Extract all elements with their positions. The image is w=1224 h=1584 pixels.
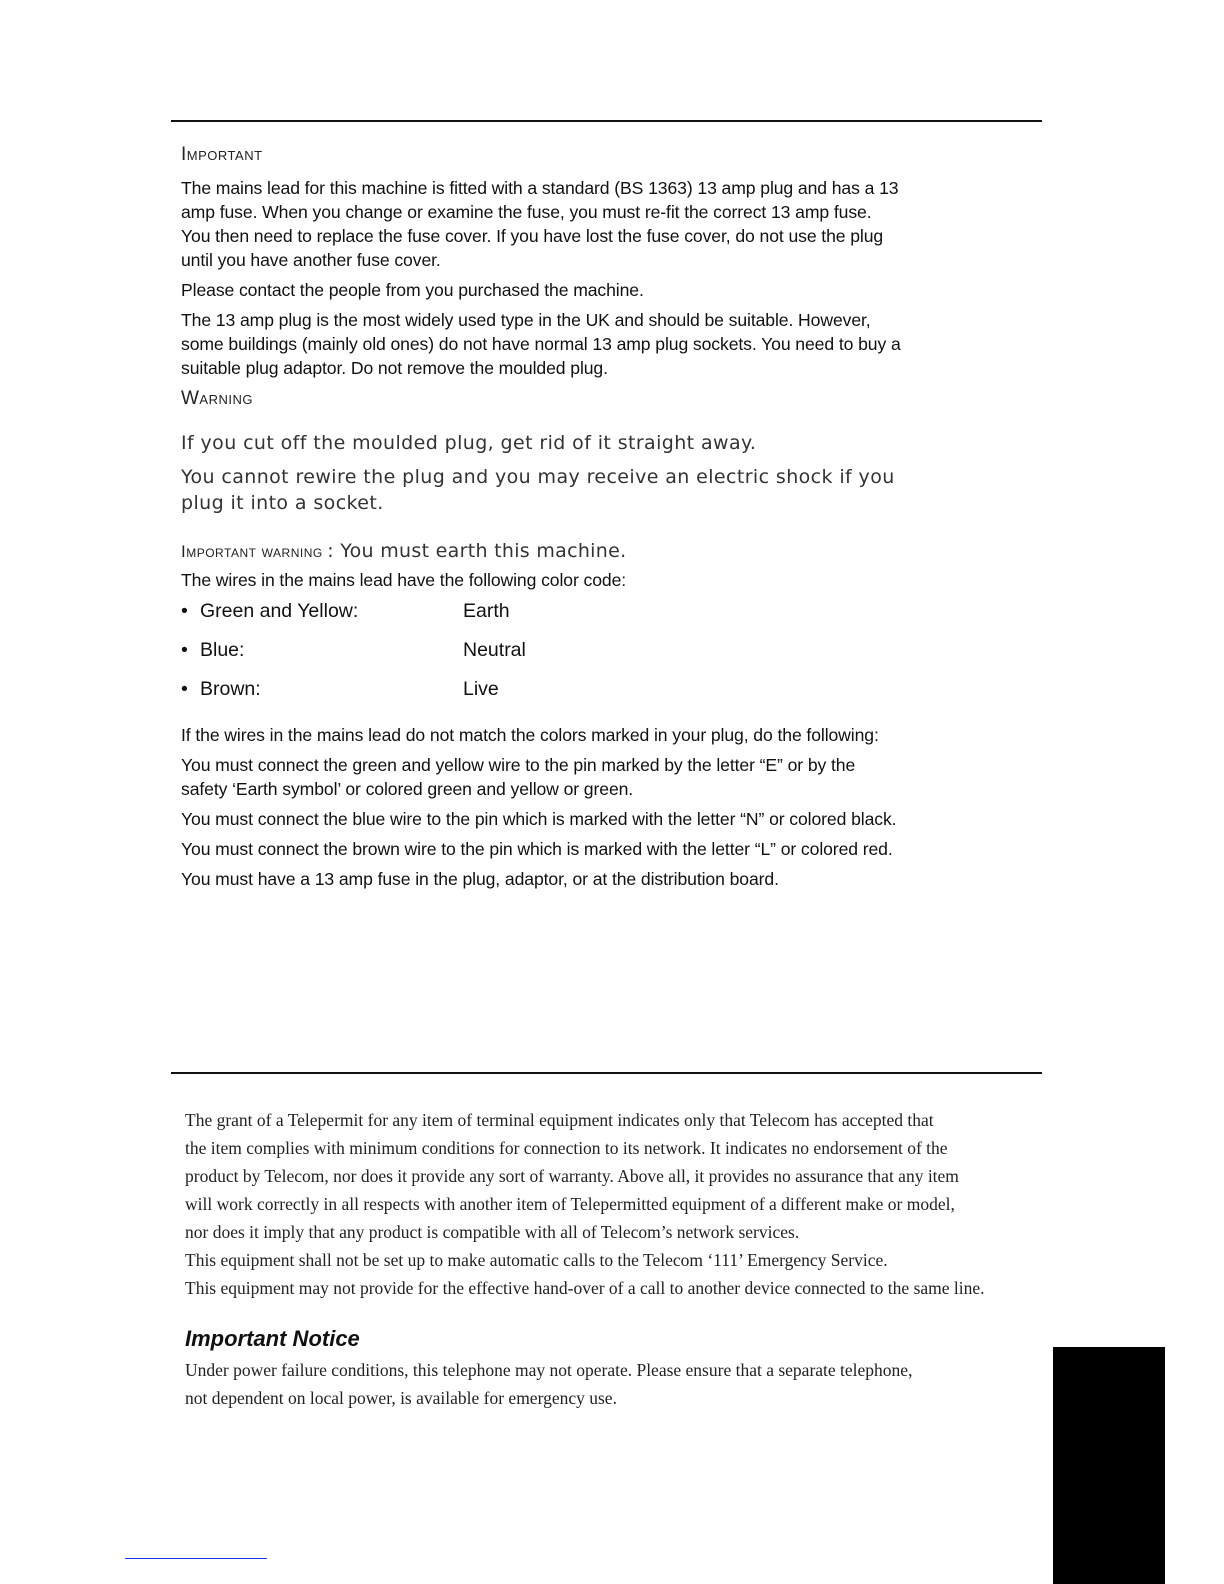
wire-item <box>181 678 901 717</box>
notice-title: Important Notice <box>185 1326 360 1351</box>
earth-section <box>181 540 901 897</box>
side-tab-block <box>1053 1347 1165 1584</box>
telepermit-line-1: The grant of a Telepermit for any item of terminal equipment indicates only that Telecom has accepted that <box>185 1110 934 1130</box>
earth-heading-caps: Important warning <box>181 542 323 561</box>
telepermit-section <box>185 1106 1005 1302</box>
warning-line-2: You cannot rewire the plug and you may receive an electric shock if you plug it into a socket. <box>181 466 895 514</box>
wire-intro: The wires in the mains lead have the following color code: <box>181 570 627 590</box>
telepermit-line-6: This equipment shall not be set up to make automatic calls to the Telecom ‘111’ Emergency Service. <box>185 1250 888 1270</box>
wire-value: Live <box>463 678 499 700</box>
earth-heading-text: : You must earth this machine. <box>327 540 627 562</box>
wire-value: Neutral <box>463 639 526 661</box>
earth-paragraph-1: If the wires in the mains lead do not match the colors marked in your plug, do the following: <box>181 725 879 745</box>
footer-link-underline <box>125 1558 267 1559</box>
bullet-icon: • <box>181 600 188 622</box>
important-paragraph-2: Please contact the people from you purchased the machine. <box>181 280 644 300</box>
wire-value: Earth <box>463 600 510 622</box>
warning-heading: Warning <box>181 388 253 409</box>
wire-label: Brown: <box>200 678 261 700</box>
wire-item <box>181 600 901 639</box>
notice-line-2: not dependent on local power, is available for emergency use. <box>185 1388 617 1408</box>
telepermit-line-2: the item complies with minimum conditions for connection to its network. It indicates no endorsement of the <box>185 1138 948 1158</box>
earth-heading <box>181 540 901 562</box>
warning-section <box>181 388 901 524</box>
bullet-icon: • <box>181 639 188 661</box>
important-paragraph-1: The mains lead for this machine is fitted with a standard (BS 1363) 13 amp plug and has a 13 amp fuse. When you change or examine the fuse, you must re-fit the correct 13 amp fuse. You then need to replace the fuse cover. If you have lost the fuse cover, do not use the plug until you have another fuse cover. <box>181 178 899 270</box>
telepermit-line-7: This equipment may not provide for the effective hand-over of a call to another device connected to the same line. <box>185 1278 985 1298</box>
wire-label: Green and Yellow: <box>200 600 359 622</box>
telepermit-line-4: will work correctly in all respects with another item of Telepermitted equipment of a different make or model, <box>185 1194 955 1214</box>
telepermit-line-3: product by Telecom, nor does it provide any sort of warranty. Above all, it provides no assurance that any item <box>185 1166 959 1186</box>
telepermit-line-5: nor does it imply that any product is compatible with all of Telecom’s network services. <box>185 1222 800 1242</box>
middle-divider <box>171 1072 1042 1074</box>
earth-paragraph-5: You must have a 13 amp fuse in the plug, adaptor, or at the distribution board. <box>181 869 779 889</box>
top-divider <box>171 120 1042 122</box>
earth-paragraph-3: You must connect the blue wire to the pin which is marked with the letter “N” or colored black. <box>181 809 897 829</box>
bullet-icon: • <box>181 678 188 700</box>
wire-color-list <box>181 600 901 717</box>
warning-line-1: If you cut off the moulded plug, get rid of it straight away. <box>181 432 757 454</box>
important-section <box>181 144 901 386</box>
earth-paragraph-4: You must connect the brown wire to the pin which is marked with the letter “L” or colored red. <box>181 839 893 859</box>
wire-item <box>181 639 901 678</box>
important-heading: Important <box>181 144 263 165</box>
wire-label: Blue: <box>200 639 245 661</box>
notice-line-1: Under power failure conditions, this telephone may not operate. Please ensure that a separate telephone, <box>185 1360 913 1380</box>
earth-paragraph-2: You must connect the green and yellow wire to the pin marked by the letter “E” or by the safety ‘Earth symbol’ or colored green and yellow or green. <box>181 755 856 799</box>
important-paragraph-3: The 13 amp plug is the most widely used type in the UK and should be suitable. However, some buildings (mainly old ones) do not have normal 13 amp plug sockets. You need to buy a suitable plug adaptor. Do not remove the moulded plug. <box>181 310 901 378</box>
notice-section <box>185 1326 1005 1412</box>
